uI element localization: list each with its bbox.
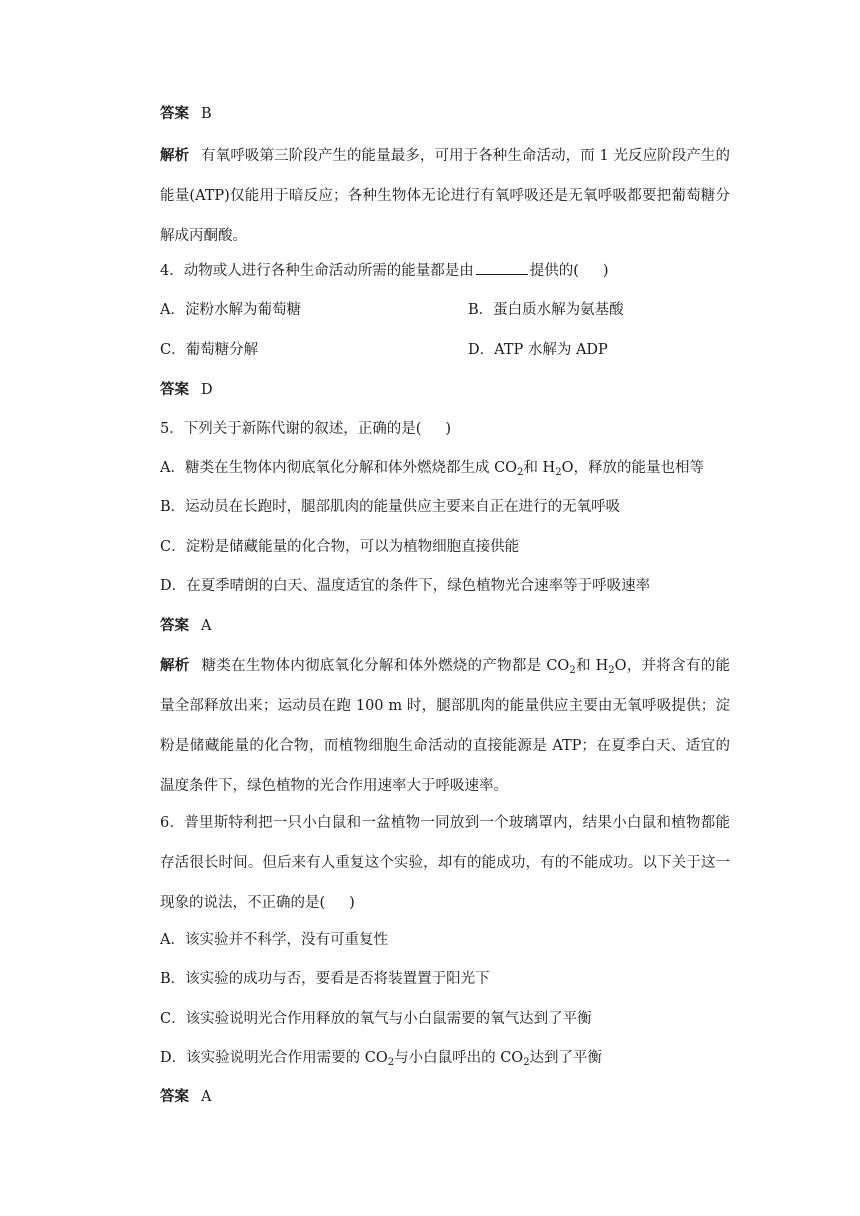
answer-label: 答案 (160, 105, 189, 122)
answer-label: 答案 (160, 617, 189, 634)
q6-answer-value: A (201, 1089, 212, 1105)
q5-answer-value: A (201, 618, 212, 634)
q6-option-d-part2: 与小白鼠呼出的 CO (394, 1050, 524, 1066)
answer-label: 答案 (160, 1088, 189, 1105)
q6-option-b: B．该实验的成功与否，要看是否将装置置于阳光下 (160, 971, 490, 987)
q4-answer-line (160, 380, 213, 400)
q3-answer-line (160, 104, 212, 124)
q6-option-d-part3: 达到了平衡 (529, 1050, 603, 1066)
q4-stem-before: 4．动物或人进行各种生命活动所需的能量都是由 (160, 263, 474, 279)
q6-option-d-part1: D．该实验说明光合作用需要的 CO (160, 1050, 388, 1066)
q4-option-c: C．葡萄糖分解 (160, 342, 259, 358)
q5-analysis-part1: 糖类在生物体内彻底氧化分解和体外燃烧的产物都是 CO (201, 658, 570, 674)
q5-analysis (160, 646, 730, 806)
subscript: 2 (555, 467, 562, 478)
q5-close-paren: ) (445, 421, 452, 437)
q5-option-a-part3: O，释放的能量也相等 (561, 460, 704, 476)
q6-stem-text: 6．普里斯特利把一只小白鼠和一盆植物一同放到一个玻璃罩内，结果小白鼠和植物都能存活很长时间。但后来有人重复这个实验，却有的能成功，有的不能成功。以下关于这一现象的说法，不正确的是( (160, 815, 730, 911)
q5-stem-text: 5．下列关于新陈代谢的叙述，正确的是( (160, 421, 422, 437)
q3-analysis (160, 136, 730, 256)
subscript: 2 (569, 665, 576, 676)
q6-answer-line (160, 1087, 211, 1107)
q6-close-paren: ) (349, 895, 355, 911)
q4-stem (160, 260, 609, 281)
answer-blank (476, 260, 528, 275)
q3-answer-value: B (201, 106, 212, 122)
q4-option-a: A．淀粉水解为葡萄糖 (160, 302, 301, 318)
q5-option-c: C．淀粉是储藏能量的化合物，可以为植物细胞直接供能 (160, 539, 520, 555)
q6-stem (160, 803, 730, 923)
q5-option-d: D．在夏季晴朗的白天、温度适宜的条件下，绿色植物光合速率等于呼吸速率 (160, 578, 651, 594)
subscript: 2 (517, 467, 524, 478)
q6-option-d (160, 1048, 602, 1068)
q5-option-a-part2: 和 H (523, 460, 556, 476)
q5-option-b: B．运动员在长跑时，腿部肌肉的能量供应主要来自正在进行的无氧呼吸 (160, 499, 621, 515)
analysis-label: 解析 (160, 657, 190, 674)
subscript: 2 (608, 665, 615, 676)
q5-analysis-part2: 和 H (575, 658, 609, 674)
q4-answer-value: D (201, 382, 213, 398)
q5-option-a (160, 458, 704, 478)
q4-stem-after: 提供的( (529, 263, 579, 279)
answer-label: 答案 (160, 381, 189, 398)
q5-analysis-part3: O，并将含有的能量全部释放出来；运动员在跑 100 m 时，腿部肌肉的能量供应主要由无氧呼吸提供；淀粉是储藏能量的化合物，而植物细胞生命活动的直接能源是 ATP；在夏季白天、适宜的温度条件下，绿色植物的光合作用速率大于呼吸速率。 (160, 658, 731, 794)
analysis-label: 解析 (160, 147, 190, 164)
subscript: 2 (387, 1057, 395, 1068)
q6-option-c: C．该实验说明光合作用释放的氧气与小白鼠需要的氧气达到了平衡 (160, 1011, 592, 1027)
q5-option-a-part1: A．糖类在生物体内彻底氧化分解和体外燃烧都生成 CO (160, 460, 518, 476)
q4-close-paren: ) (602, 263, 609, 279)
q5-answer-line (160, 616, 211, 636)
q4-option-d: D．ATP 水解为 ADP (468, 342, 608, 358)
q4-option-b: B．蛋白质水解为氨基酸 (468, 302, 624, 318)
q3-analysis-text: 有氧呼吸第三阶段产生的能量最多，可用于各种生命活动，而 1 光反应阶段产生的能量(ATP)仅能用于暗反应；各种生物体无论进行有氧呼吸还是无氧呼吸都要把葡萄糖分解成丙酮酸。 (160, 148, 730, 244)
subscript: 2 (523, 1057, 530, 1068)
q6-option-a: A．该实验并不科学，没有可重复性 (160, 932, 388, 948)
q5-stem (160, 419, 451, 439)
